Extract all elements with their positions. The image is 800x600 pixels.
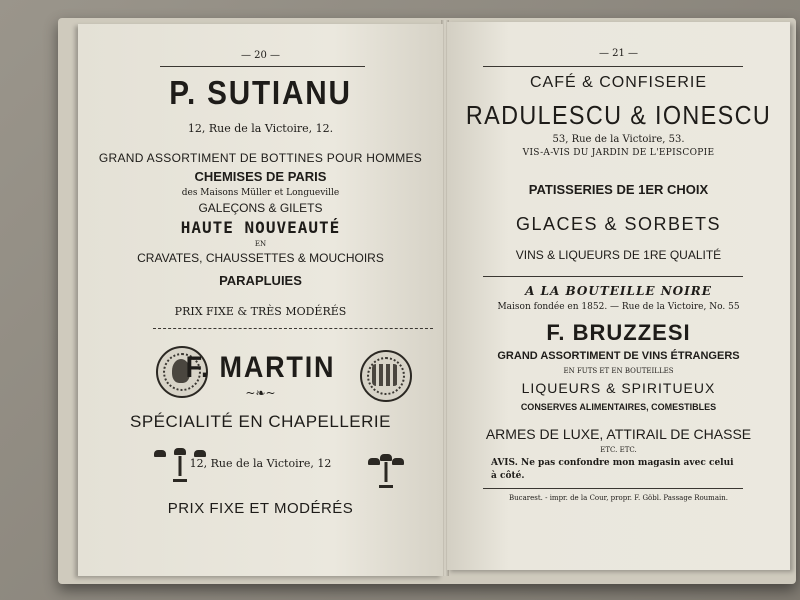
bruzzesi-etc: ETC. ETC. <box>600 446 637 454</box>
sutianu-en: EN <box>254 240 267 248</box>
sutianu-boots: GRAND ASSORTIMENT DE BOTTINES POUR HOMMES <box>98 151 423 165</box>
cafe-wines: VINS & LIQUEURS DE 1RE QUALITÉ <box>515 248 722 262</box>
sutianu-name: P. SUTIANU <box>169 74 352 111</box>
ornament-flourish: ~❧~ <box>245 386 276 400</box>
left-page <box>78 24 443 576</box>
bruzzesi-founded: Maison fondée en 1852. — Rue de la Victoire, No. 55 <box>497 302 740 312</box>
sutianu-ties: CRAVATES, CHAUSSETTES & MOUCHOIRS <box>137 251 384 265</box>
bruzzesi-name: F. BRUZZESI <box>546 320 691 345</box>
section-divider-left <box>153 328 433 329</box>
martin-prices: PRIX FIXE ET MODÉRÉS <box>167 500 354 517</box>
imprint-rule <box>483 488 743 489</box>
sutianu-houses: des Maisons Müller et Longueville <box>181 188 340 198</box>
cafe-heading: CAFÉ & CONFISERIE <box>529 74 708 91</box>
bruzzesi-notice-cont: à côté. <box>491 471 525 481</box>
sutianu-address: 12, Rue de la Victoire, 12. <box>187 122 334 135</box>
sutianu-novelty: HAUTE NOUVEAUTÉ <box>180 218 341 237</box>
bruzzesi-sign: A LA BOUTEILLE NOIRE <box>525 284 712 298</box>
cafe-pastries: PATISSERIES DE 1ER CHOIX <box>528 182 709 197</box>
bruzzesi-arms: ARMES DE LUXE, ATTIRAIL DE CHASSE <box>485 426 752 442</box>
sutianu-shirts: CHEMISES DE PARIS <box>194 169 327 184</box>
bruzzesi-casks: EN FUTS ET EN BOUTEILLES <box>563 367 674 375</box>
cafe-ices: GLACES & SORBETS <box>515 214 722 234</box>
martin-address: 12, Rue de la Victoire, 12 <box>189 457 332 470</box>
printer-imprint: Bucarest. - impr. de la Cour, propr. F. Göbl. Passage Roumain. <box>509 494 728 502</box>
header-rule <box>160 66 365 67</box>
header-rule-right <box>483 66 743 67</box>
section-divider-right <box>483 276 743 277</box>
bruzzesi-preserves: CONSERVES ALIMENTAIRES, COMESTIBLES <box>520 402 717 412</box>
hat-stand-icon-right <box>366 454 406 488</box>
cafe-name: RADULESCU & IONESCU <box>465 100 772 130</box>
bruzzesi-notice: AVIS. Ne pas confondre mon magasin avec celui <box>491 458 734 468</box>
martin-specialty: SPÉCIALITÉ EN CHAPELLERIE <box>130 412 391 431</box>
right-page <box>447 22 790 570</box>
bruzzesi-wines: GRAND ASSORTIMENT DE VINS ÉTRANGERS <box>497 350 740 362</box>
cafe-location: VIS-A-VIS DU JARDIN DE L'EPISCOPIE <box>522 148 715 158</box>
sutianu-underwear: GALEÇONS & GILETS <box>198 201 323 215</box>
sutianu-umbrellas: PARAPLUIES <box>219 273 302 288</box>
sutianu-prices: PRIX FIXE & TRÈS MODÉRÉS <box>174 305 347 318</box>
page-number-left: — 20 — <box>240 50 281 61</box>
page-number-right: — 21 — <box>598 48 639 59</box>
martin-name: F. MARTIN <box>185 351 336 384</box>
cafe-address: 53, Rue de la Victoire, 53. <box>552 134 685 145</box>
bruzzesi-spirits: LIQUEURS & SPIRITUEUX <box>521 380 716 396</box>
